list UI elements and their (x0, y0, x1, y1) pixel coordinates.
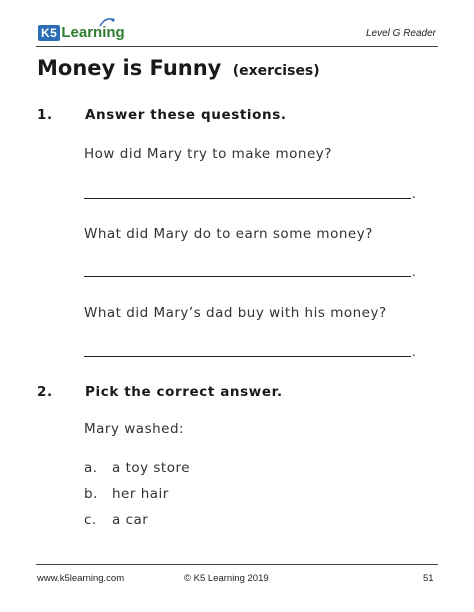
logo-text: Learning (61, 24, 125, 41)
answer-line-2[interactable] (84, 276, 411, 277)
title-main: Money is Funny (37, 56, 222, 80)
footer-copyright: © K5 Learning 2019 (184, 573, 269, 584)
option-b-letter: b. (84, 486, 98, 502)
header-divider (36, 46, 438, 47)
footer-divider (36, 564, 438, 565)
section-1-number: 1. (37, 107, 53, 123)
k5-learning-logo (38, 22, 125, 44)
footer-page-number: 51 (423, 573, 434, 584)
logo-swoosh-icon (98, 16, 116, 30)
title-sub: (exercises) (232, 63, 320, 79)
section-2-heading (37, 384, 283, 400)
option-b[interactable] (84, 486, 169, 502)
option-c-text: a car (112, 512, 149, 528)
answer-line-1[interactable] (84, 198, 411, 199)
section-1-heading (37, 107, 287, 123)
answer-line-3[interactable] (84, 356, 411, 357)
answer-line-3-period: . (412, 345, 416, 359)
page-title (37, 56, 320, 80)
answer-line-1-period: . (412, 187, 416, 201)
logo-box: K5 (38, 25, 60, 41)
option-b-text: her hair (112, 486, 169, 502)
option-a-letter: a. (84, 460, 98, 476)
option-a-text: a toy store (112, 460, 191, 476)
question-3: What did Mary’s dad buy with his money? (84, 305, 387, 321)
page-header (36, 22, 436, 46)
question-2: What did Mary do to earn some money? (84, 226, 373, 242)
answer-line-2-period: . (412, 265, 416, 279)
level-label: Level G Reader (365, 28, 436, 39)
option-c[interactable] (84, 512, 148, 528)
section-1-title: Answer these questions. (85, 107, 287, 123)
section-2-prompt: Mary washed: (84, 421, 185, 437)
footer-website: www.k5learning.com (37, 573, 125, 584)
section-2-number: 2. (37, 384, 53, 400)
option-a[interactable] (84, 460, 190, 476)
question-1: How did Mary try to make money? (84, 146, 332, 162)
section-2-title: Pick the correct answer. (85, 384, 283, 400)
option-c-letter: c. (84, 512, 97, 528)
